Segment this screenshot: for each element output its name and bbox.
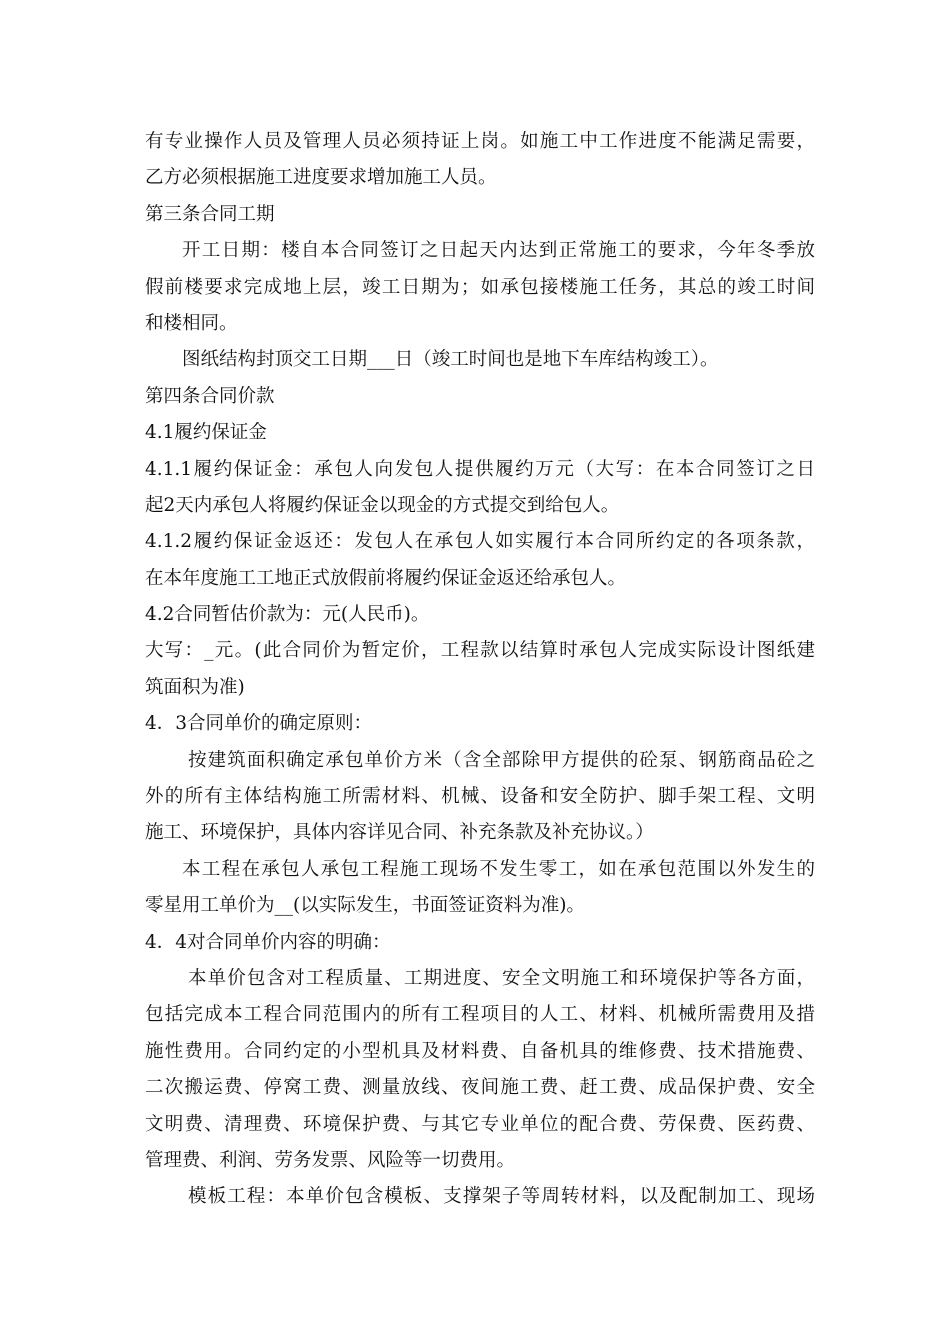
text-line: 4.1.1履约保证金：承包人向发包人提供履约万元（大写：在本合同签订之日: [145, 458, 815, 480]
text-line: 零星用工单价为__(以实际发生，书面签证资料为准)。: [145, 895, 585, 917]
text-line: 假前楼要求完成地上层，竣工日期为；如承包接楼施工任务，其总的竣工时间: [145, 276, 815, 298]
section-heading: 第四条合同价款: [145, 385, 275, 407]
text-line: 管理费、利润、劳务发票、风险等一切费用。: [145, 1149, 516, 1171]
document-body: [145, 124, 815, 1216]
text-line: 图纸结构封顶交工日期___日（竣工时间也是地下车库结构竣工）。: [182, 349, 719, 371]
text-line: 筑面积为准): [145, 676, 245, 698]
text-line: 乙方必须根据施工进度要求增加施工人员。: [145, 167, 497, 189]
text-line: 外的所有主体结构施工所需材料、机械、设备和安全防护、脚手架工程、文明: [145, 786, 815, 808]
text-line: 施工、环境保护，具体内容详见合同、补充条款及补充协议。）: [145, 822, 654, 844]
subsection-heading: 4.1履约保证金: [145, 422, 267, 444]
text-line: 起2天内承包人将履约保证金以现金的方式提交到给包人。: [145, 494, 620, 516]
text-line: 施性费用。合同约定的小型机具及材料费、自备机具的维修费、技术措施费、: [145, 1040, 815, 1062]
text-line: 4.1.2履约保证金返还：发包人在承包人如实履行本合同所约定的各项条款，: [145, 531, 815, 553]
section-heading: 第三条合同工期: [145, 203, 275, 225]
text-line: 有专业操作人员及管理人员必须持证上岗。如施工中工作进度不能满足需要，: [145, 131, 815, 152]
subsection-heading: 4．3合同单价的确定原则：: [145, 713, 373, 735]
subsection-heading: 4．4对合同单价内容的明确：: [145, 931, 391, 953]
text-line: 在本年度施工工地正式放假前将履约保证金返还给承包人。: [145, 567, 627, 589]
text-line: 开工日期：楼自本合同签订之日起天内达到正常施工的要求，今年冬季放: [182, 240, 815, 262]
text-line: 按建筑面积确定承包单价方米（含全部除甲方提供的砼泵、钢筋商品砼之: [188, 749, 815, 771]
text-line: 本单价包含对工程质量、工期进度、安全文明施工和环境保护等各方面，: [188, 967, 815, 989]
text-line: 和楼相同。: [145, 312, 238, 334]
subsection-heading: 4.2合同暂估价款为：元(人民币)。: [145, 604, 430, 626]
text-line: 大写：_元。(此合同价为暂定价，工程款以结算时承包人完成实际设计图纸建: [145, 640, 815, 662]
text-line: 二次搬运费、停窝工费、测量放线、夜间施工费、赶工费、成品保护费、安全: [145, 1077, 815, 1099]
text-line: 包括完成本工程合同范围内的所有工程项目的人工、材料、机械所需费用及措: [145, 1004, 815, 1026]
text-line: 模板工程：本单价包含模板、支撑架子等周转材料，以及配制加工、现场: [188, 1186, 815, 1208]
text-line: 本工程在承包人承包工程施工现场不发生零工，如在承包范围以外发生的: [182, 858, 815, 880]
text-line: 文明费、清理费、环境保护费、与其它专业单位的配合费、劳保费、医药费、: [145, 1113, 815, 1135]
